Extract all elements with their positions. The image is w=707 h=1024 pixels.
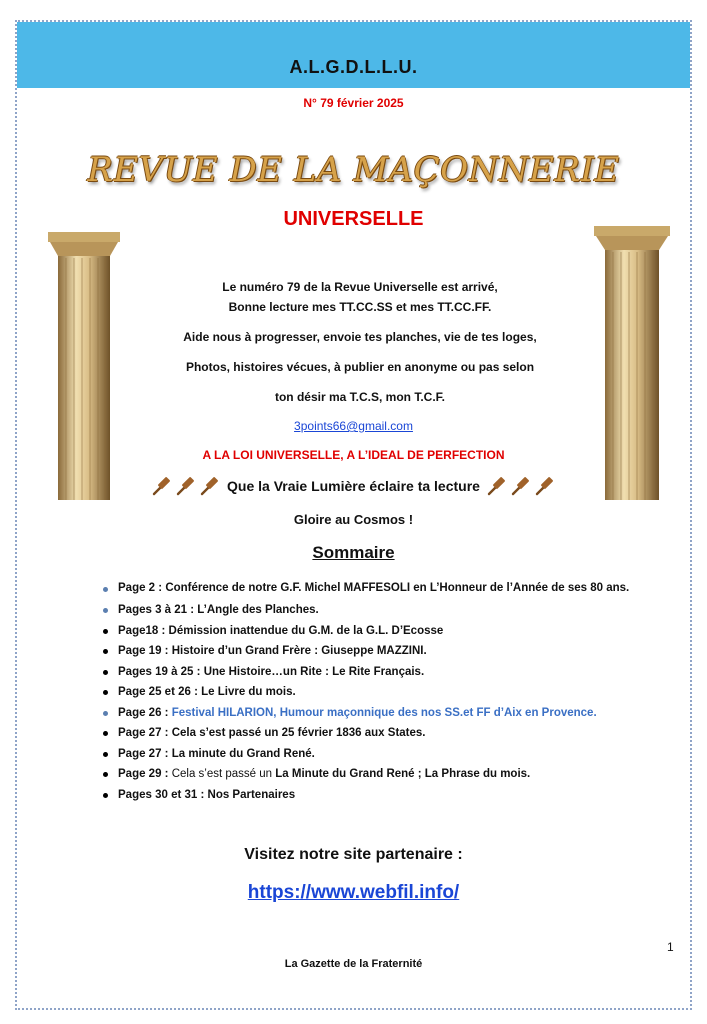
page-number: 1 [667, 940, 674, 954]
list-item [100, 621, 680, 642]
main-title: REVUE DE LA MAÇONNERIE [87, 150, 620, 190]
list-item-desc: La minute du Grand René. [171, 747, 315, 760]
list-item-label: Page 27 : [118, 727, 169, 739]
list-item-label: Pages 30 et 31 : [118, 788, 205, 801]
gavel-icon [175, 475, 197, 497]
intro-line-1: Le numéro 79 de la Revue Universelle est arrivé, [222, 280, 498, 294]
intro-line-5: ton désir ma T.C.S, mon T.C.F. [274, 390, 446, 404]
intro-line-4: Photos, histoires vécues, à publier en anonyme ou pas selon [185, 360, 535, 374]
motto: A LA LOI UNIVERSELLE, A L’IDEAL DE PERFECTION [202, 448, 505, 462]
list-item-label: Pages 3 à 21 : [118, 604, 195, 616]
list-item-desc: Démission inattendue du G.M. de la G.L. D’Ecosse [168, 624, 444, 637]
sommaire-list [100, 579, 680, 805]
gavel-icon [510, 475, 532, 497]
gavel-group-right [486, 475, 556, 497]
gloire-text: Gloire au Cosmos ! [293, 512, 414, 527]
gavel-icon [199, 475, 221, 497]
list-item-desc: Une Histoire…un Rite : Le Rite Français. [203, 665, 425, 678]
list-item [100, 723, 680, 744]
list-item-desc: Histoire d’un Grand Frère : Giuseppe MAZZINI. [171, 645, 427, 657]
gavel-group-left [151, 475, 221, 497]
list-item-desc: Cela s’est passé un 25 février 1836 aux States. [171, 727, 426, 739]
list-item-label: Page 25 et 26 : [118, 686, 198, 698]
lumiere-text: Que la Vraie Lumière éclaire ta lecture [227, 478, 480, 494]
list-item [100, 744, 680, 765]
list-item-label: Page 19 : [118, 645, 169, 657]
list-item-desc: Le Livre du mois. [201, 686, 296, 698]
partner-site-link[interactable]: https://www.webfil.info/ [247, 882, 460, 903]
intro-line-3: Aide nous à progresser, envoie tes planches, vie de tes loges, [183, 330, 537, 344]
org-title: A.L.G.D.L.L.U. [289, 57, 418, 77]
lumiere-row [0, 475, 707, 497]
header-band [17, 22, 690, 88]
footer-gazette: La Gazette de la Fraternité [284, 958, 423, 970]
list-item [100, 579, 680, 597]
list-item-label: Page 29 : [118, 768, 169, 780]
list-item-desc: Festival HILARION, Humour maçonnique des nos SS.et FF d’Aix en Provence. [171, 706, 597, 719]
list-item-label: Page 2 : [118, 582, 163, 594]
list-item-label: Page 27 : [118, 747, 169, 760]
subtitle: UNIVERSELLE [283, 208, 424, 230]
email-link[interactable]: 3points66@gmail.com [294, 419, 413, 433]
list-item [100, 703, 680, 724]
gavel-icon [534, 475, 556, 497]
list-item-label: Page18 : [118, 624, 166, 637]
list-item-label: Page 26 : [118, 706, 169, 719]
gavel-icon [486, 475, 508, 497]
list-item [100, 641, 680, 662]
list-item-desc: Conférence de notre G.F. Michel MAFFESOLI en L’Honneur de l’Année de ses 80 ans. [165, 582, 630, 594]
list-item-desc: Nos Partenaires [207, 788, 296, 801]
list-item-desc-b: La Minute du Grand René ; La Phrase du mois. [275, 768, 531, 780]
list-item [100, 600, 680, 621]
sommaire-title: Sommaire [312, 543, 395, 562]
list-item [100, 662, 680, 683]
intro-line-2: Bonne lecture mes TT.CC.SS et mes TT.CC.FF. [228, 300, 492, 314]
visit-partner-text: Visitez notre site partenaire : [244, 846, 463, 863]
list-item-label: Pages 19 à 25 : [118, 665, 201, 678]
list-item [100, 764, 680, 785]
issue-number: N° 79 février 2025 [303, 96, 404, 110]
list-item [100, 785, 680, 806]
list-item-desc-a: Cela s’est passé un [171, 768, 273, 780]
gavel-icon [151, 475, 173, 497]
list-item [100, 682, 680, 703]
list-item-desc: L’Angle des Planches. [197, 604, 319, 616]
